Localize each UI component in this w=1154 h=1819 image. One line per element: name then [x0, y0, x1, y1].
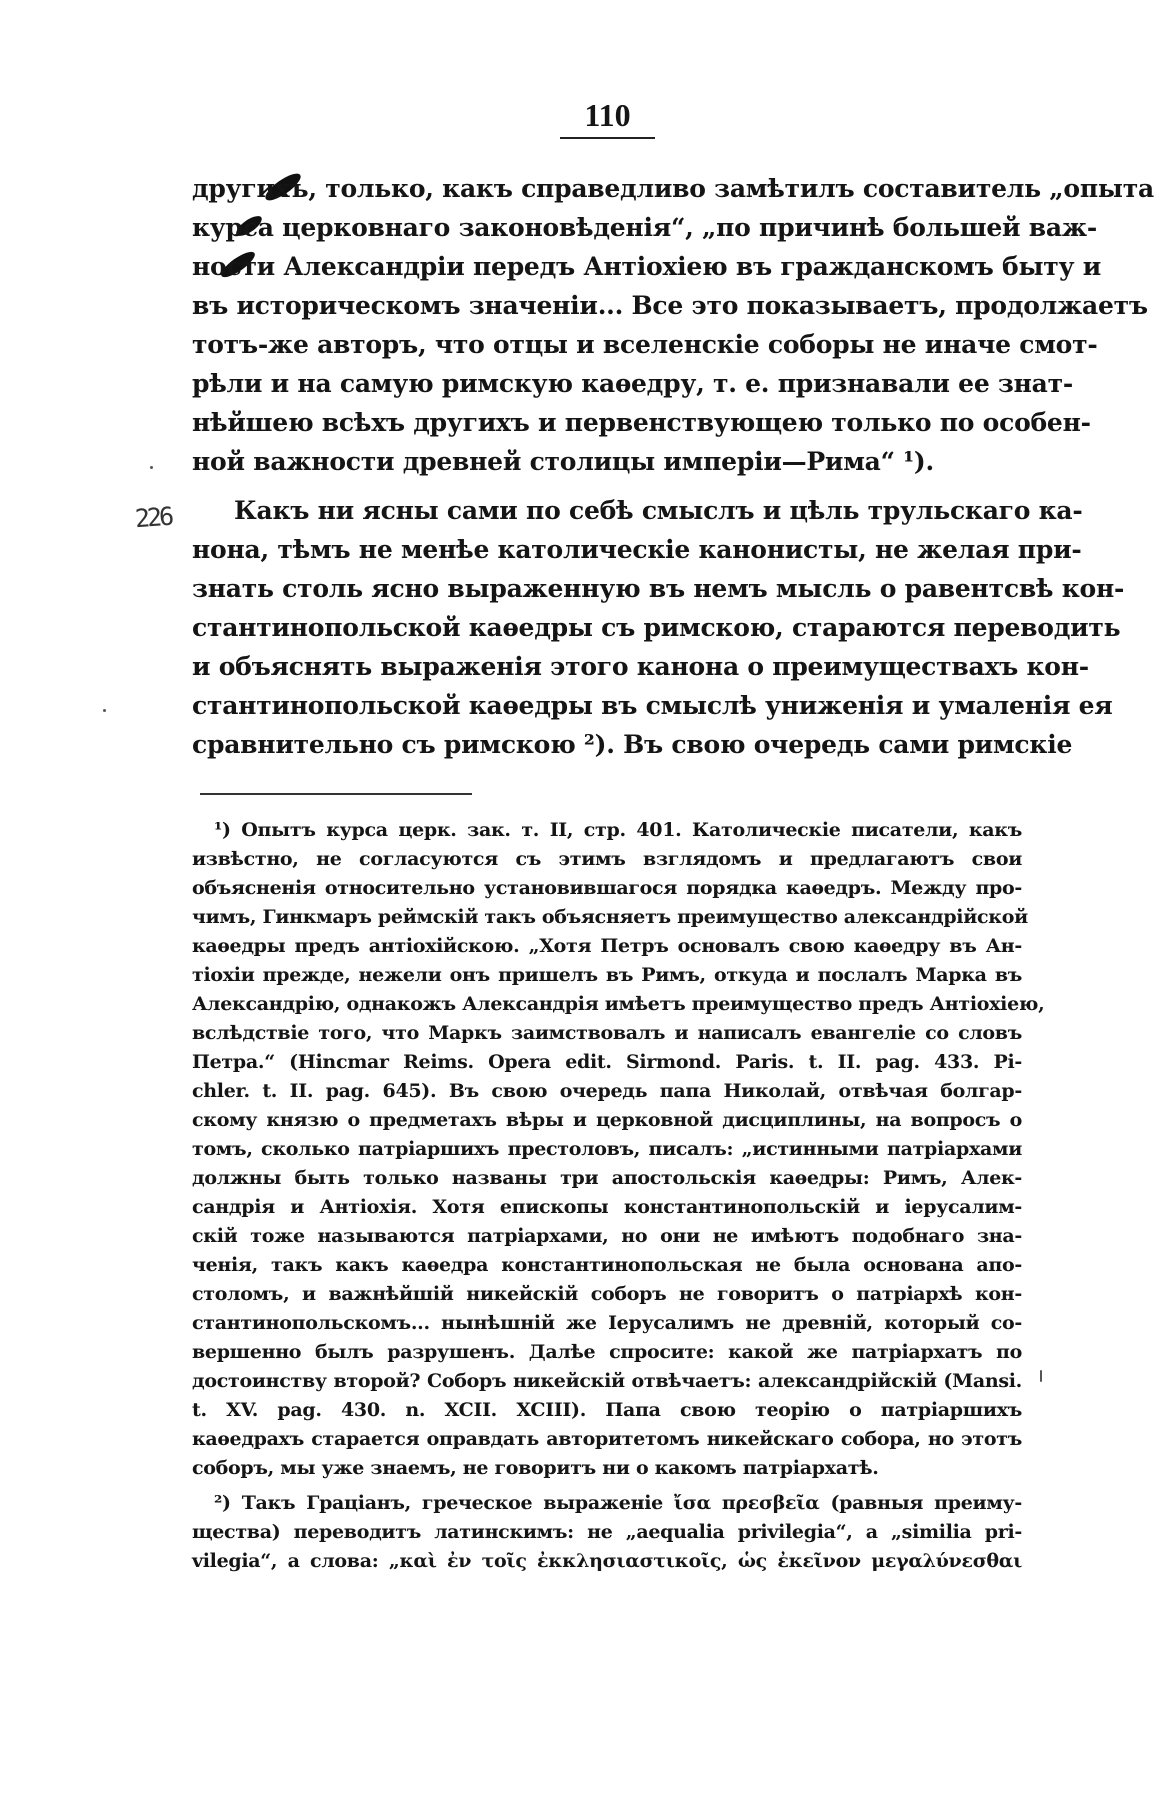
body-line: ности Александріи передъ Антіохіею въ гражданскомъ быту и: [192, 252, 1102, 281]
body-line: въ историческомъ значеніи... Все это показываетъ, продолжаетъ: [192, 291, 1148, 320]
body-line: другихъ, только, какъ справедливо замѣтилъ составитель „опыта: [192, 174, 1154, 203]
body-line: рѣли и на самую римскую каѳедру, т. е. признавали ее знат-: [192, 369, 1073, 398]
footnote-line: вслѣдствіе того, что Маркъ заимствовалъ и написалъ евангеліе со словъ: [192, 1022, 1022, 1044]
footnote-line: скій тоже называются патріархами, но они не имѣютъ подобнаго зна-: [192, 1225, 1022, 1247]
footnote-line: тіохіи прежде, нежели онъ пришелъ въ Римъ, откуда и послалъ Марка въ: [192, 964, 1022, 986]
footnote-line: чимъ, Гинкмаръ реймскій такъ объясняетъ преимущество александрійской: [192, 906, 1028, 928]
paper-speck: [103, 709, 106, 712]
body-line: нѣйшею всѣхъ другихъ и первенствующею только по особен-: [192, 408, 1091, 437]
footnote-line: chler. t. II. pag. 645). Въ свою очередь папа Николай, отвѣчая болгар-: [192, 1080, 1022, 1102]
footnote-line: ¹) Опытъ курса церк. зак. т. II, стр. 401. Католическіе писатели, какъ: [214, 819, 1022, 841]
body-line: курса церковнаго законовѣденія“, „по причинѣ большей важ-: [192, 213, 1097, 242]
footnote-line: стантинопольскомъ... нынѣшній же Іерусалимъ не древній, который со-: [192, 1312, 1022, 1334]
body-line: ной важности древней столицы имперіи—Рима“ ¹).: [192, 447, 934, 476]
footnote-line: столомъ, и важнѣйшій никейскій соборъ не говоритъ о патріархѣ кон-: [192, 1283, 1022, 1305]
footnote-line: извѣстно, не согласуются съ этимъ взглядомъ и предлагаютъ свои: [192, 848, 1022, 870]
body-line: сравнительно съ римскою ²). Въ свою очередь сами римскіе: [192, 730, 1073, 759]
paper-speck: [150, 466, 153, 469]
footnote-line: Александрію, однакожъ Александрія имѣетъ преимущество предъ Антіохіею,: [192, 993, 1045, 1015]
footnote-line: каѳедры предъ антіохійскою. „Хотя Петръ основалъ свою каѳедру въ Ан-: [192, 935, 1022, 957]
footnote-line: соборъ, мы уже знаемъ, не говоритъ ни о какомъ патріархатѣ.: [192, 1457, 879, 1479]
footnote-line: vilegia“, а слова: „καὶ ἐν τοῖς ἐκκλησιαστικοῖς, ὡς ἐκεῖνον μεγαλύνεσθαι: [192, 1550, 1022, 1572]
footnote-rule: [200, 793, 472, 795]
body-line: нона, тѣмъ не менѣе католическіе канонисты, не желая при-: [192, 535, 1082, 564]
footnote-line: t. XV. pag. 430. n. XCII. XCIII). Папа свою теорію о патріаршихъ: [192, 1399, 1022, 1421]
body-line: стантинопольской каѳедры съ римскою, стараются переводить: [192, 613, 1121, 642]
footnote-line: каѳедрахъ старается оправдать авторитетомъ никейскаго собора, но этотъ: [192, 1428, 1022, 1450]
body-line: и объяснять выраженія этого канона о преимуществахъ кон-: [192, 652, 1089, 681]
paper-speck: [1040, 1370, 1042, 1382]
footnote-line: ченія, такъ какъ каѳедра константинопольская не была основана апо-: [192, 1254, 1022, 1276]
body-line: знать столь ясно выраженную въ немъ мысль о равентсвѣ кон-: [192, 574, 1125, 603]
footnote-line: должны быть только названы три апостольскія каѳедры: Римъ, Алек-: [192, 1167, 1022, 1189]
body-line: стантинопольской каѳедры въ смыслѣ униженія и умаленія ея: [192, 691, 1113, 720]
body-line: тотъ-же авторъ, что отцы и вселенскіе соборы не иначе смот-: [192, 330, 1098, 359]
footnote-line: достоинству второй? Соборъ никейскій отвѣчаетъ: александрійскій (Mansi.: [192, 1370, 1022, 1392]
footnote-line: скому князю о предметахъ вѣры и церковной дисциплины, на вопросъ о: [192, 1109, 1022, 1131]
footnote-line: щества) переводитъ латинскимъ: не „aequalia privilegia“, а „similia pri-: [192, 1521, 1022, 1543]
footnote-line: объясненія относительно установившагося порядка каѳедръ. Между про-: [192, 877, 1022, 899]
footnote-line: томъ, сколько патріаршихъ престоловъ, писалъ: „истинными патріархами: [192, 1138, 1022, 1160]
handwritten-margin-note: 226: [134, 501, 173, 534]
footnote-line: вершенно былъ разрушенъ. Далѣе спросите: какой же патріархатъ по: [192, 1341, 1022, 1363]
footnote-line: Петра.“ (Hincmar Reims. Opera edit. Sirmond. Paris. t. II. pag. 433. Pi-: [192, 1051, 1022, 1073]
footnote-line: ²) Такъ Граціанъ, греческое выраженіе ἴσα πρεσβεῖα (равныя преиму-: [214, 1492, 1022, 1514]
footnote-line: сандрія и Антіохія. Хотя епископы константинопольскій и іерусалим-: [192, 1196, 1022, 1218]
body-line: Какъ ни ясны сами по себѣ смыслъ и цѣль трульскаго ка-: [234, 496, 1083, 525]
page-number: 110: [560, 95, 655, 139]
